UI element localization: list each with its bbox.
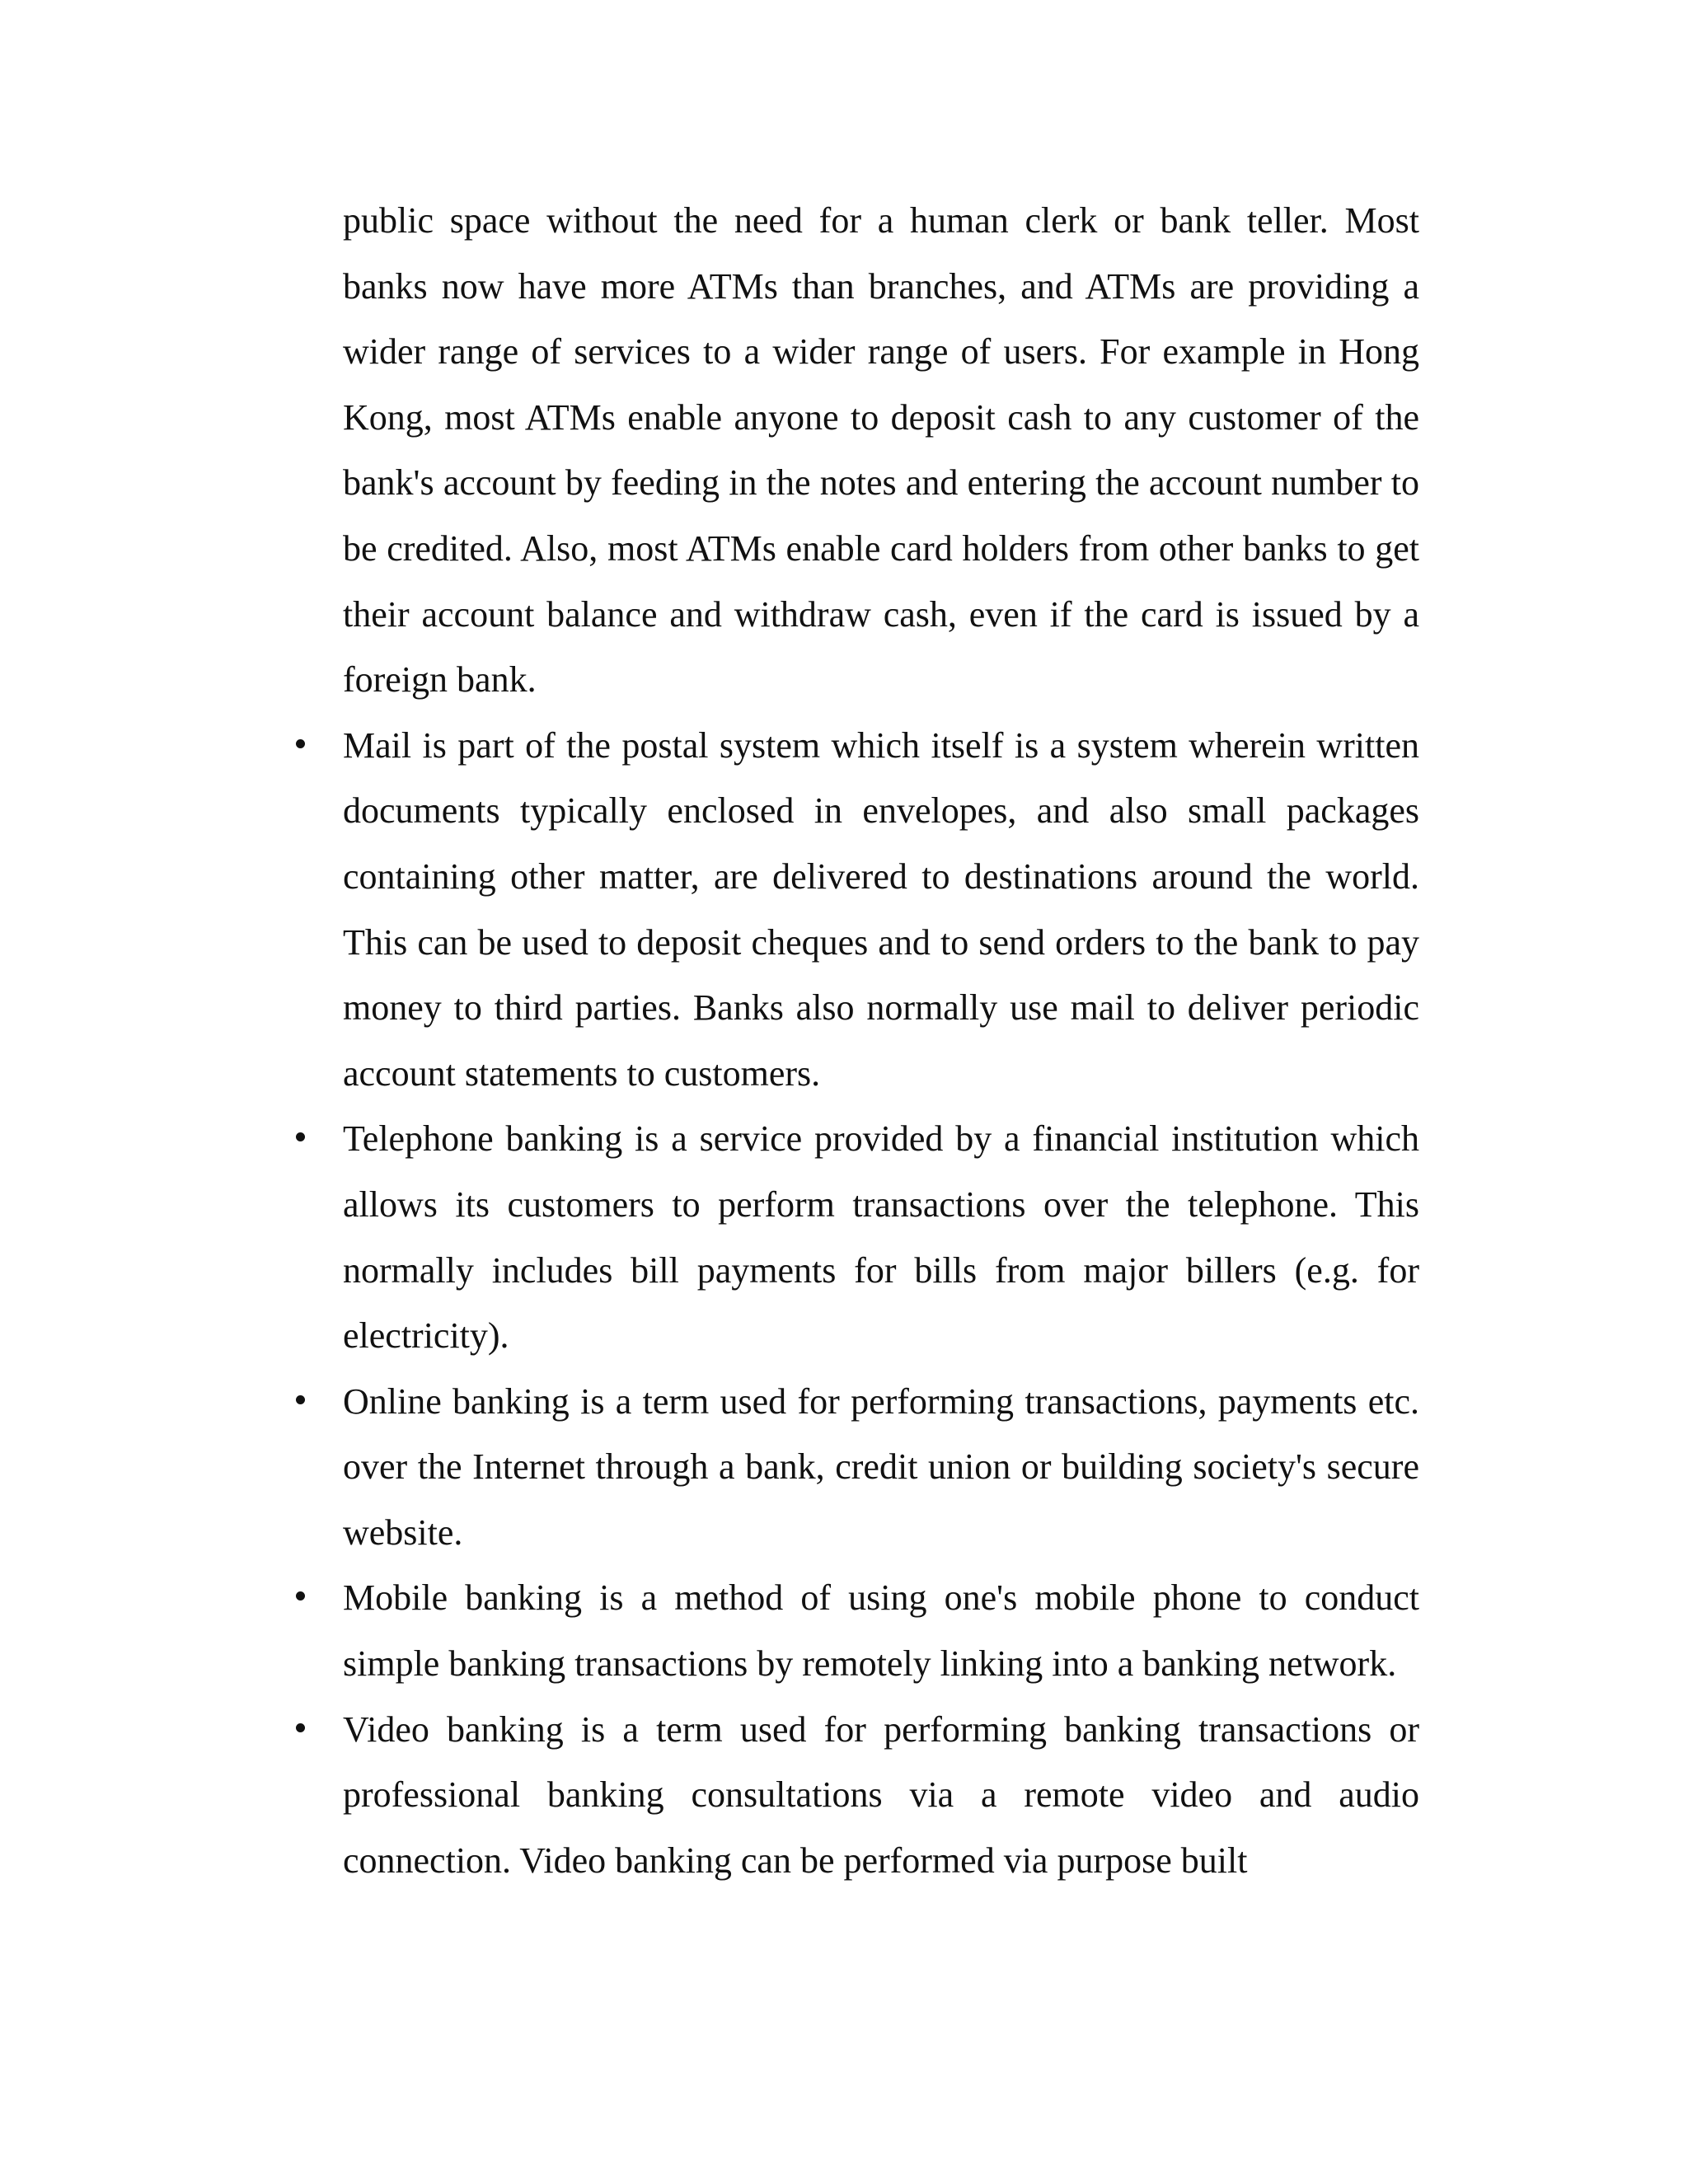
bullet-item-online-banking	[343, 1369, 1419, 1566]
bullet-dot-icon	[296, 1395, 305, 1404]
bullet-item-mail	[343, 713, 1419, 1107]
bullet-text: Online banking is a term used for performing transactions, payments etc. over the Internet through a bank, credit union or building society's secure website.	[343, 1380, 1419, 1553]
continuation-paragraph: public space without the need for a human clerk or bank teller. Most banks now have more ATMs than branches, and ATMs are providing a wider range of services to a wider range of users. For example in Hong Kong, most ATMs enable anyone to deposit cash to any customer of the bank's account by feeding in the notes and entering the account number to be credited. Also, most ATMs enable card holders from other banks to get their account balance and withdraw cash, even if the card is issued by a foreign bank.	[343, 200, 1419, 701]
bullet-item-mobile-banking	[343, 1565, 1419, 1696]
bullet-dot-icon	[296, 1591, 305, 1601]
bullet-text: Mobile banking is a method of using one's mobile phone to conduct simple banking transactions by remotely linking into a banking network.	[343, 1577, 1419, 1685]
page-body	[343, 188, 1419, 1893]
bullet-item-telephone-banking	[343, 1106, 1419, 1368]
bullet-dot-icon	[296, 1132, 305, 1141]
bullet-dot-icon	[296, 739, 305, 748]
bullet-list	[343, 713, 1419, 1894]
bullet-item-video-banking	[343, 1697, 1419, 1894]
bullet-dot-icon	[296, 1723, 305, 1732]
bullet-text: Mail is part of the postal system which itself is a system wherein written documents typically enclosed in envelopes, and also small packages containing other matter, are delivered to destinations around the world. This can be used to deposit cheques and to send orders to the bank to pay money to third parties. Banks also normally use mail to deliver periodic account statements to customers.	[343, 724, 1419, 1094]
bullet-text: Video banking is a term used for performing banking transactions or professional banking consultations via a remote video and audio connection. Video banking can be performed via purpose built	[343, 1708, 1419, 1881]
bullet-text: Telephone banking is a service provided by a financial institution which allows its customers to perform transactions over the telephone. This normally includes bill payments for bills from major billers (e.g. for electricity).	[343, 1118, 1419, 1357]
